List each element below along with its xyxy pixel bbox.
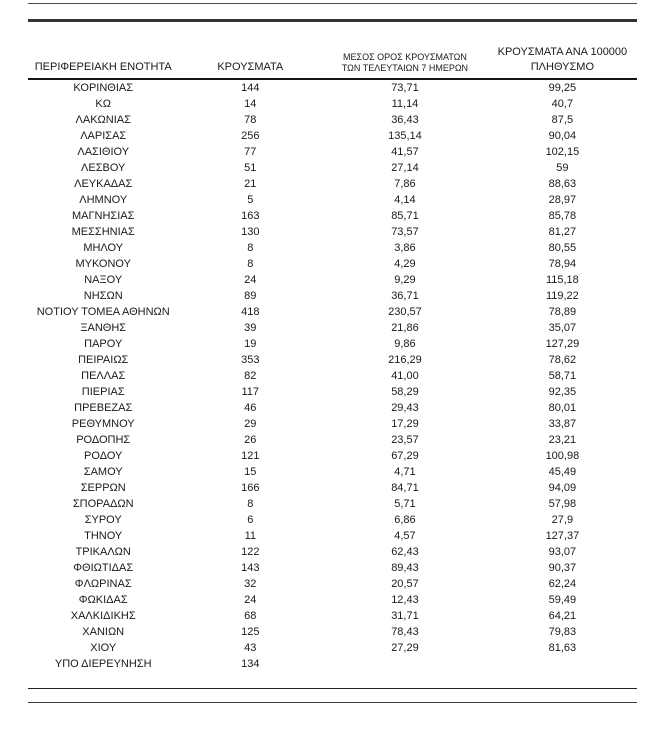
table-row bbox=[28, 576, 637, 592]
cell-cases-per-100k: 59,49 bbox=[548, 594, 577, 606]
cell-7day-average: 27,29 bbox=[391, 642, 419, 654]
cell-regional-unit: ΠΡΕΒΕΖΑΣ bbox=[74, 402, 133, 414]
cell-regional-unit: ΜΕΣΣΗΝΙΑΣ bbox=[71, 226, 135, 238]
cell-cases-per-100k: 102,15 bbox=[545, 146, 580, 158]
table-row bbox=[28, 112, 637, 128]
cell-7day-average: 5,71 bbox=[394, 498, 416, 510]
cell-regional-unit: ΡΟΔΟΥ bbox=[84, 450, 123, 462]
cell-regional-unit: ΦΛΩΡΙΝΑΣ bbox=[74, 578, 132, 590]
cell-regional-unit: ΣΥΡΟΥ bbox=[84, 514, 122, 526]
cell-cases-per-100k: 80,55 bbox=[548, 242, 577, 254]
cell-7day-average: 31,71 bbox=[391, 610, 419, 622]
cell-regional-unit: ΣΑΜΟΥ bbox=[83, 466, 123, 478]
table-row bbox=[28, 640, 637, 656]
cell-cases-per-100k: 79,83 bbox=[548, 626, 577, 638]
cell-cases: 6 bbox=[247, 514, 254, 526]
cell-regional-unit: ΛΗΜΝΟΥ bbox=[79, 194, 128, 206]
cell-regional-unit: ΚΩ bbox=[95, 98, 111, 110]
cell-regional-unit: ΣΠΟΡΑΔΩΝ bbox=[72, 498, 134, 510]
table-row bbox=[28, 256, 637, 272]
table-row bbox=[28, 352, 637, 368]
cell-regional-unit: ΞΑΝΘΗΣ bbox=[80, 322, 127, 334]
cell-regional-unit: ΦΘΙΩΤΙΔΑΣ bbox=[73, 562, 134, 574]
cell-cases-per-100k: 59 bbox=[556, 162, 569, 174]
cell-cases-per-100k: 90,37 bbox=[548, 562, 577, 574]
cell-cases: 134 bbox=[241, 658, 260, 670]
cell-cases-per-100k: 28,97 bbox=[548, 194, 577, 206]
table-row bbox=[28, 96, 637, 112]
cell-cases: 11 bbox=[244, 530, 256, 542]
cell-cases-per-100k: 119,22 bbox=[545, 290, 579, 302]
cell-cases-per-100k: 85,78 bbox=[548, 210, 577, 222]
cell-cases-per-100k: 127,37 bbox=[545, 530, 580, 542]
cell-cases: 166 bbox=[241, 482, 260, 494]
table-row bbox=[28, 336, 637, 352]
cell-regional-unit: ΣΕΡΡΩΝ bbox=[80, 482, 126, 494]
table-body bbox=[28, 79, 637, 672]
cell-cases: 117 bbox=[241, 386, 260, 398]
table-row bbox=[28, 176, 637, 192]
cell-cases-per-100k: 27,9 bbox=[551, 514, 574, 526]
cell-7day-average: 36,43 bbox=[391, 114, 419, 126]
cell-cases-per-100k: 40,7 bbox=[551, 98, 574, 110]
cell-cases-per-100k: 81,63 bbox=[548, 642, 577, 654]
table-row bbox=[28, 208, 637, 224]
top-rule-thin bbox=[28, 3, 637, 4]
cell-7day-average: 6,86 bbox=[394, 514, 416, 526]
table-row bbox=[28, 368, 637, 384]
cell-cases-per-100k: 93,07 bbox=[548, 546, 577, 558]
table-row bbox=[28, 560, 637, 576]
cell-regional-unit: ΜΥΚΟΝΟΥ bbox=[75, 258, 131, 270]
cell-regional-unit: ΠΕΙΡΑΙΩΣ bbox=[78, 354, 129, 366]
table-row bbox=[28, 592, 637, 608]
table-row bbox=[28, 288, 637, 304]
cell-7day-average: 21,86 bbox=[391, 322, 419, 334]
cell-7day-average: 27,14 bbox=[391, 162, 419, 174]
table-row bbox=[28, 416, 637, 432]
cell-cases-per-100k: 58,71 bbox=[548, 370, 577, 382]
table-row bbox=[28, 224, 637, 240]
cell-7day-average: 3,86 bbox=[394, 242, 416, 254]
cell-cases: 125 bbox=[241, 626, 260, 638]
cell-cases-per-100k: 78,94 bbox=[548, 258, 577, 270]
cell-regional-unit: ΤΡΙΚΑΛΩΝ bbox=[75, 546, 131, 558]
table-header bbox=[28, 21, 637, 79]
cell-cases: 21 bbox=[244, 178, 257, 190]
cell-cases: 144 bbox=[241, 82, 260, 94]
cell-regional-unit: ΛΑΣΙΘΙΟΥ bbox=[77, 146, 130, 158]
cell-cases-per-100k bbox=[488, 656, 637, 672]
table-row bbox=[28, 512, 637, 528]
cell-cases: 78 bbox=[244, 114, 257, 126]
cell-cases-per-100k: 94,09 bbox=[548, 482, 577, 494]
header-7day-average-line1: ΜΕΣΟΣ ΟΡΟΣ ΚΡΟΥΣΜΑΤΩΝ bbox=[343, 51, 467, 62]
cell-cases: 353 bbox=[241, 354, 260, 366]
table-row bbox=[28, 304, 637, 320]
cell-cases-per-100k: 87,5 bbox=[551, 114, 574, 126]
cell-regional-unit: ΝΗΣΩΝ bbox=[83, 290, 123, 302]
cell-cases: 15 bbox=[244, 466, 257, 478]
cell-cases-per-100k: 57,98 bbox=[548, 498, 577, 510]
cell-cases-per-100k: 99,25 bbox=[548, 82, 577, 94]
cell-regional-unit: ΧΑΝΙΩΝ bbox=[82, 626, 125, 638]
header-regional-unit-label: ΠΕΡΙΦΕΡΕΙΑΚΗ ΕΝΟΤΗΤΑ bbox=[34, 61, 172, 74]
cell-cases-per-100k: 88,63 bbox=[548, 178, 577, 190]
cell-regional-unit: ΧΙΟΥ bbox=[90, 642, 117, 654]
header-cases-per-100k-line2: ΠΛΗΘΥΣΜΟ bbox=[530, 61, 595, 74]
cell-cases-per-100k: 35,07 bbox=[548, 322, 577, 334]
cell-cases-per-100k: 78,89 bbox=[548, 306, 577, 318]
cell-7day-average: 20,57 bbox=[391, 578, 419, 590]
cell-7day-average: 135,14 bbox=[388, 130, 422, 142]
cell-regional-unit: ΛΕΣΒΟΥ bbox=[81, 162, 126, 174]
table-row bbox=[28, 464, 637, 480]
bottom-rule-1 bbox=[28, 688, 637, 689]
cell-cases: 14 bbox=[244, 98, 257, 110]
table-row bbox=[28, 272, 637, 288]
cell-regional-unit: ΛΑΡΙΣΑΣ bbox=[80, 130, 127, 142]
table-row bbox=[28, 160, 637, 176]
cell-regional-unit: ΡΟΔΟΠΗΣ bbox=[76, 434, 131, 446]
cell-cases: 46 bbox=[244, 402, 257, 414]
table-row bbox=[28, 608, 637, 624]
table-row bbox=[28, 144, 637, 160]
cell-7day-average: 4,14 bbox=[394, 194, 416, 206]
cell-cases: 26 bbox=[244, 434, 257, 446]
cell-cases-per-100k: 23,21 bbox=[548, 434, 577, 446]
cell-7day-average: 41,00 bbox=[391, 370, 419, 382]
cell-cases: 24 bbox=[244, 274, 257, 286]
header-7day-average bbox=[322, 21, 488, 79]
cell-cases: 39 bbox=[244, 322, 257, 334]
header-7day-average-line2: ΤΩΝ ΤΕΛΕΥΤΑΙΩΝ 7 ΗΜΕΡΩΝ bbox=[341, 63, 469, 74]
header-row bbox=[28, 21, 637, 79]
cell-7day-average: 67,29 bbox=[391, 450, 419, 462]
table-row bbox=[28, 384, 637, 400]
cell-7day-average: 58,29 bbox=[391, 386, 419, 398]
cell-cases-per-100k: 62,24 bbox=[548, 578, 577, 590]
cell-regional-unit: ΠΕΛΛΑΣ bbox=[81, 370, 126, 382]
cell-7day-average: 89,43 bbox=[391, 562, 419, 574]
cell-7day-average bbox=[322, 656, 488, 672]
cell-7day-average: 85,71 bbox=[391, 210, 419, 222]
cell-7day-average: 4,29 bbox=[394, 258, 416, 270]
cell-cases: 24 bbox=[244, 594, 257, 606]
cell-7day-average: 29,43 bbox=[391, 402, 419, 414]
cell-cases-per-100k: 81,27 bbox=[548, 226, 577, 238]
cell-7day-average: 36,71 bbox=[391, 290, 419, 302]
cell-cases: 121 bbox=[241, 450, 260, 462]
cell-cases: 19 bbox=[244, 338, 257, 350]
cell-cases-per-100k: 78,62 bbox=[548, 354, 577, 366]
cell-7day-average: 84,71 bbox=[391, 482, 419, 494]
cell-cases: 89 bbox=[244, 290, 257, 302]
cell-regional-unit: ΜΗΛΟΥ bbox=[83, 242, 124, 254]
cell-7day-average: 73,71 bbox=[391, 82, 419, 94]
table-row bbox=[28, 496, 637, 512]
cell-7day-average: 11,14 bbox=[391, 98, 419, 110]
header-regional-unit bbox=[28, 21, 178, 79]
cell-7day-average: 78,43 bbox=[391, 626, 419, 638]
cell-cases-per-100k: 64,21 bbox=[548, 610, 577, 622]
bottom-rule-2 bbox=[28, 702, 637, 703]
cell-cases: 32 bbox=[244, 578, 257, 590]
table-row bbox=[28, 79, 637, 96]
cell-cases: 418 bbox=[241, 306, 260, 318]
table-row bbox=[28, 480, 637, 496]
cell-7day-average: 62,43 bbox=[391, 546, 419, 558]
header-cases-label: ΚΡΟΥΣΜΑΤΑ bbox=[217, 61, 284, 74]
cell-7day-average: 17,29 bbox=[391, 418, 419, 430]
table-row bbox=[28, 320, 637, 336]
table-row bbox=[28, 544, 637, 560]
cell-regional-unit: ΦΩΚΙΔΑΣ bbox=[78, 594, 128, 606]
cell-cases: 163 bbox=[241, 210, 260, 222]
table-row bbox=[28, 528, 637, 544]
cell-regional-unit: ΚΟΡΙΝΘΙΑΣ bbox=[73, 82, 134, 94]
table-row bbox=[28, 240, 637, 256]
cell-regional-unit: ΥΠΟ ΔΙΕΡΕΥΝΗΣΗ bbox=[54, 658, 152, 670]
cell-cases: 122 bbox=[241, 546, 260, 558]
cell-7day-average: 9,29 bbox=[394, 274, 416, 286]
table-row bbox=[28, 448, 637, 464]
table-row bbox=[28, 128, 637, 144]
cell-regional-unit: ΠΑΡΟΥ bbox=[84, 338, 123, 350]
table-row bbox=[28, 624, 637, 640]
cell-7day-average: 7,86 bbox=[394, 178, 416, 190]
cell-7day-average: 230,57 bbox=[388, 306, 422, 318]
cell-cases-per-100k: 115,18 bbox=[545, 274, 579, 286]
cell-cases-per-100k: 100,98 bbox=[545, 450, 580, 462]
cell-7day-average: 4,57 bbox=[394, 530, 416, 542]
cell-cases-per-100k: 127,29 bbox=[545, 338, 580, 350]
header-cases bbox=[178, 21, 322, 79]
cell-7day-average: 12,43 bbox=[391, 594, 419, 606]
table-row bbox=[28, 656, 637, 672]
header-cases-per-100k-line1: ΚΡΟΥΣΜΑΤΑ ΑΝΑ 100000 bbox=[497, 46, 628, 59]
cell-regional-unit: ΤΗΝΟΥ bbox=[84, 530, 123, 542]
cell-cases-per-100k: 90,04 bbox=[548, 130, 577, 142]
cell-7day-average: 41,57 bbox=[391, 146, 419, 158]
cell-regional-unit: ΧΑΛΚΙΔΙΚΗΣ bbox=[70, 610, 136, 622]
cell-cases: 29 bbox=[244, 418, 257, 430]
cell-cases: 82 bbox=[244, 370, 257, 382]
cell-cases-per-100k: 92,35 bbox=[548, 386, 577, 398]
table-row bbox=[28, 432, 637, 448]
cell-regional-unit: ΡΕΘΥΜΝΟΥ bbox=[71, 418, 135, 430]
cell-cases-per-100k: 33,87 bbox=[548, 418, 577, 430]
cell-regional-unit: ΛΑΚΩΝΙΑΣ bbox=[75, 114, 131, 126]
table-row bbox=[28, 400, 637, 416]
cell-cases: 256 bbox=[241, 130, 260, 142]
regional-cases-table bbox=[28, 21, 637, 672]
cell-regional-unit: ΝΟΤΙΟΥ ΤΟΜΕΑ ΑΘΗΝΩΝ bbox=[36, 306, 170, 318]
cell-cases: 51 bbox=[244, 162, 257, 174]
cell-cases: 5 bbox=[247, 194, 254, 206]
cell-7day-average: 73,57 bbox=[391, 226, 419, 238]
cell-cases: 77 bbox=[244, 146, 257, 158]
cell-7day-average: 4,71 bbox=[394, 466, 416, 478]
cell-cases: 130 bbox=[241, 226, 260, 238]
cell-7day-average: 216,29 bbox=[388, 354, 422, 366]
cell-cases: 8 bbox=[247, 258, 254, 270]
cell-cases-per-100k: 80,01 bbox=[548, 402, 577, 414]
cell-regional-unit: ΜΑΓΝΗΣΙΑΣ bbox=[71, 210, 135, 222]
cell-cases: 143 bbox=[241, 562, 260, 574]
cell-cases: 68 bbox=[244, 610, 257, 622]
cell-cases: 8 bbox=[247, 242, 254, 254]
table-row bbox=[28, 192, 637, 208]
header-cases-per-100k bbox=[488, 21, 637, 79]
cell-cases: 8 bbox=[247, 498, 254, 510]
cell-regional-unit: ΠΙΕΡΙΑΣ bbox=[81, 386, 125, 398]
cell-7day-average: 23,57 bbox=[391, 434, 419, 446]
cell-regional-unit: ΛΕΥΚΑΔΑΣ bbox=[74, 178, 133, 190]
cell-regional-unit: ΝΑΞΟΥ bbox=[84, 274, 123, 286]
cell-cases: 43 bbox=[244, 642, 257, 654]
cell-7day-average: 9,86 bbox=[394, 338, 416, 350]
cell-cases-per-100k: 45,49 bbox=[548, 466, 577, 478]
